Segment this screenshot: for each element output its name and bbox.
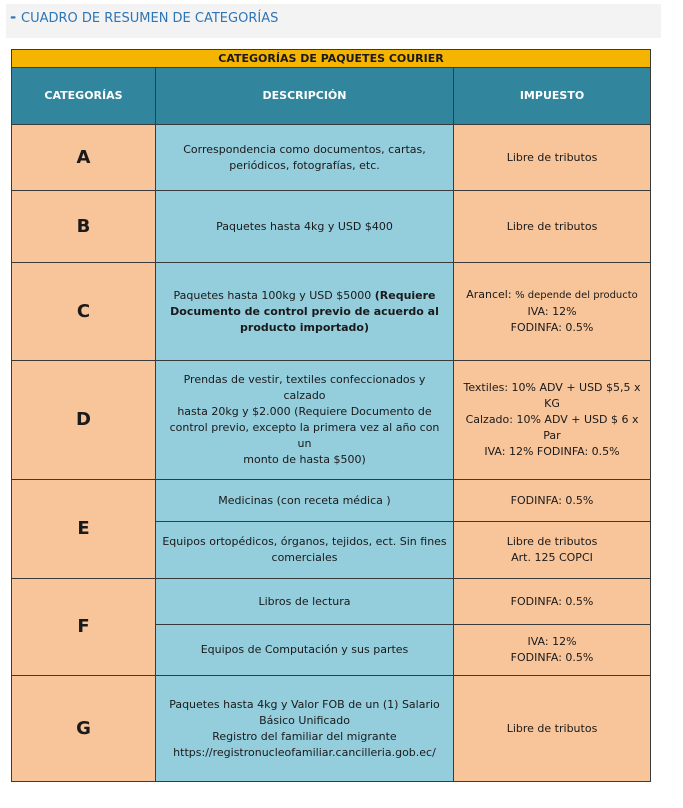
tax-prefix: Arancel: (466, 288, 516, 301)
tax-line: IVA: 12% (527, 305, 577, 318)
tax-a (454, 125, 651, 191)
header-impuesto: IMPUESTO (454, 68, 651, 125)
tax-line: Libre de tributos (506, 150, 598, 164)
table-header-row (12, 68, 651, 125)
tax-f2 (454, 625, 651, 676)
tax-line: FODINFA: 0.5% (510, 594, 594, 608)
description-line: producto importado) (240, 320, 369, 334)
table-row-f1 (12, 579, 651, 625)
header-descripcion: DESCRIPCIÓN (156, 68, 454, 125)
table-row-d (12, 361, 651, 480)
tax-e2 (454, 522, 651, 579)
tax-line: Textiles: 10% ADV + USD $5,5 x KG (463, 381, 641, 410)
tax-line: FODINFA: 0.5% (510, 493, 594, 507)
description-c (156, 263, 454, 361)
description-line: comerciales (271, 551, 338, 564)
tax-line: Libre de tributos (506, 721, 598, 735)
description-line (162, 288, 447, 304)
table-row-c (12, 263, 651, 361)
category-d: D (12, 361, 156, 480)
category-c: C (12, 263, 156, 361)
description-line: Equipos ortopédicos, órganos, tejidos, ect. Sin fines (162, 535, 447, 548)
table-row-a (12, 125, 651, 191)
description-line: Equipos de Computación y sus partes (200, 643, 409, 656)
description-line: Libros de lectura (258, 594, 351, 608)
description-line: periódicos, fotografías, etc. (229, 158, 380, 172)
description-line: https://registronucleofamiliar.cancilleria.gob.ec/ (173, 745, 436, 759)
tax-g (454, 676, 651, 782)
tax-line: FODINFA: 0.5% (510, 651, 594, 664)
description-e2 (156, 522, 454, 579)
category-f: F (12, 579, 156, 676)
tax-line (456, 287, 648, 304)
description-line: Documento de control previo de acuerdo al (170, 304, 439, 318)
table-title-row (12, 50, 651, 68)
description-line: Paquetes hasta 4kg y USD $400 (216, 219, 393, 233)
description-d (156, 361, 454, 480)
header-categorias: CATEGORÍAS (12, 68, 156, 125)
section-heading: CUADRO DE RESUMEN DE CATEGORÍAS (21, 11, 279, 26)
description-line: Medicinas (con receta médica ) (218, 493, 391, 507)
description-a (156, 125, 454, 191)
tax-line: IVA: 12% (527, 635, 577, 648)
tax-e1 (454, 480, 651, 522)
tax-line: Calzado: 10% ADV + USD $ 6 x Par (465, 413, 639, 442)
description-line: Prendas de vestir, textiles confeccionados y calzado (183, 373, 426, 402)
description-f2 (156, 625, 454, 676)
table-row-g (12, 676, 651, 782)
tax-line: Libre de tributos (506, 535, 598, 548)
category-e: E (12, 480, 156, 579)
description-line: monto de hasta $500) (243, 453, 366, 466)
table-row-b (12, 191, 651, 263)
description-line: Básico Unificado (259, 713, 350, 727)
description-line: control previo, excepto la primera vez al año con un (169, 421, 440, 450)
category-g: G (12, 676, 156, 782)
tax-b (454, 191, 651, 263)
description-line: Correspondencia como documentos, cartas, (183, 142, 426, 156)
category-a: A (12, 125, 156, 191)
tax-f1 (454, 579, 651, 625)
description-plain: Paquetes hasta 100kg y USD $5000 (173, 288, 375, 302)
tax-line: Libre de tributos (506, 219, 598, 233)
tax-c (454, 263, 651, 361)
tax-line: FODINFA: 0.5% (510, 321, 594, 334)
description-e1 (156, 480, 454, 522)
description-line: hasta 20kg y $2.000 (Requiere Documento de (177, 405, 432, 418)
description-b (156, 191, 454, 263)
description-g (156, 676, 454, 782)
tax-line: IVA: 12% FODINFA: 0.5% (484, 445, 620, 458)
table-title: CATEGORÍAS DE PAQUETES COURIER (12, 50, 651, 68)
category-b: B (12, 191, 156, 263)
description-line: Registro del familiar del migrante (212, 729, 397, 743)
tax-small-note: % depende del producto (515, 290, 638, 301)
description-f1 (156, 579, 454, 625)
categories-table (11, 49, 651, 782)
tax-line: Art. 125 COPCI (511, 551, 593, 564)
tax-d (454, 361, 651, 480)
description-bold: (Requiere (374, 288, 436, 302)
heading-dash: - (10, 8, 17, 26)
table-row-e1 (12, 480, 651, 522)
description-line: Paquetes hasta 4kg y Valor FOB de un (1) Salario (169, 697, 440, 711)
